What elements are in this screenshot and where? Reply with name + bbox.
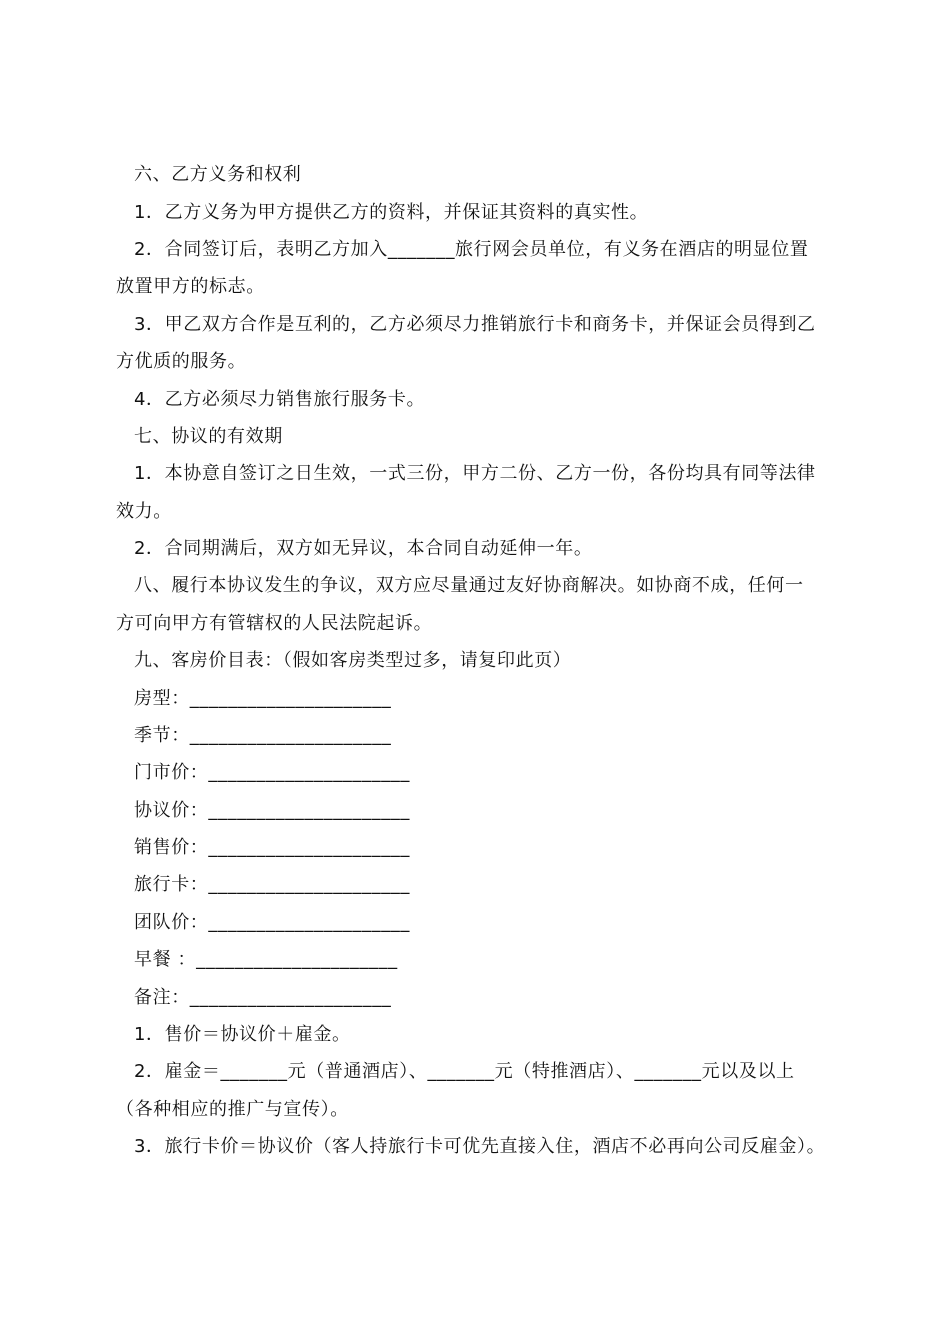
clause-6-2-line1: 2．合同签订后，表明乙方加入_______旅行网会员单位，有义务在酒店的明显位置 [134,239,809,260]
travel-card-field: 旅行卡：_____________________ [134,874,410,895]
room-type-field: 房型：_____________________ [134,688,392,709]
section-9-heading: 九、客房价目表：（假如客房类型过多，请复印此页） [134,650,572,671]
section-7-heading: 七、协议的有效期 [134,426,283,447]
clause-7-1-line2: 效力。 [116,501,172,522]
clause-6-4: 4．乙方必须尽力销售旅行服务卡。 [134,389,426,410]
rack-rate-field: 门市价：_____________________ [134,762,410,783]
clause-6-3-line2: 方优质的服务。 [116,351,247,372]
note-1: 1．售价＝协议价＋雇金。 [134,1024,351,1045]
clause-7-1-line1: 1．本协意自签订之日生效，一式三份，甲方二份、乙方一份，各份均具有同等法律 [134,463,816,484]
season-field: 季节：_____________________ [134,725,392,746]
note-3: 3．旅行卡价＝协议价（客人持旅行卡可优先直接入住，酒店不必再向公司反雇金）。 [134,1136,826,1157]
sale-price-field: 销售价：_____________________ [134,837,410,858]
note-2-line2: （各种相应的推广与宣传）。 [116,1099,349,1120]
breakfast-field: 早餐 ：_____________________ [134,949,398,970]
clause-6-1: 1．乙方义务为甲方提供乙方的资料，并保证其资料的真实性。 [134,202,649,223]
remarks-field: 备注：_____________________ [134,987,392,1008]
clause-7-2: 2．合同期满后，双方如无异议，本合同自动延伸一年。 [134,538,593,559]
clause-6-3-line1: 3．甲乙双方合作是互利的，乙方必须尽力推销旅行卡和商务卡，并保证会员得到乙 [134,314,816,335]
clause-6-2-line2: 放置甲方的标志。 [116,276,265,297]
section-8-line1: 八、履行本协议发生的争议，双方应尽量通过友好协商解决。如协商不成，任何一 [134,575,804,596]
section-8-line2: 方可向甲方有管辖权的人民法院起诉。 [116,613,433,634]
note-2-line1: 2．雇金＝_______元（普通酒店）、_______元（特推酒店）、_______元以及以上 [134,1061,795,1082]
section-6-heading: 六、乙方义务和权利 [134,164,302,185]
agreed-rate-field: 协议价：_____________________ [134,800,410,821]
group-rate-field: 团队价：_____________________ [134,912,410,933]
